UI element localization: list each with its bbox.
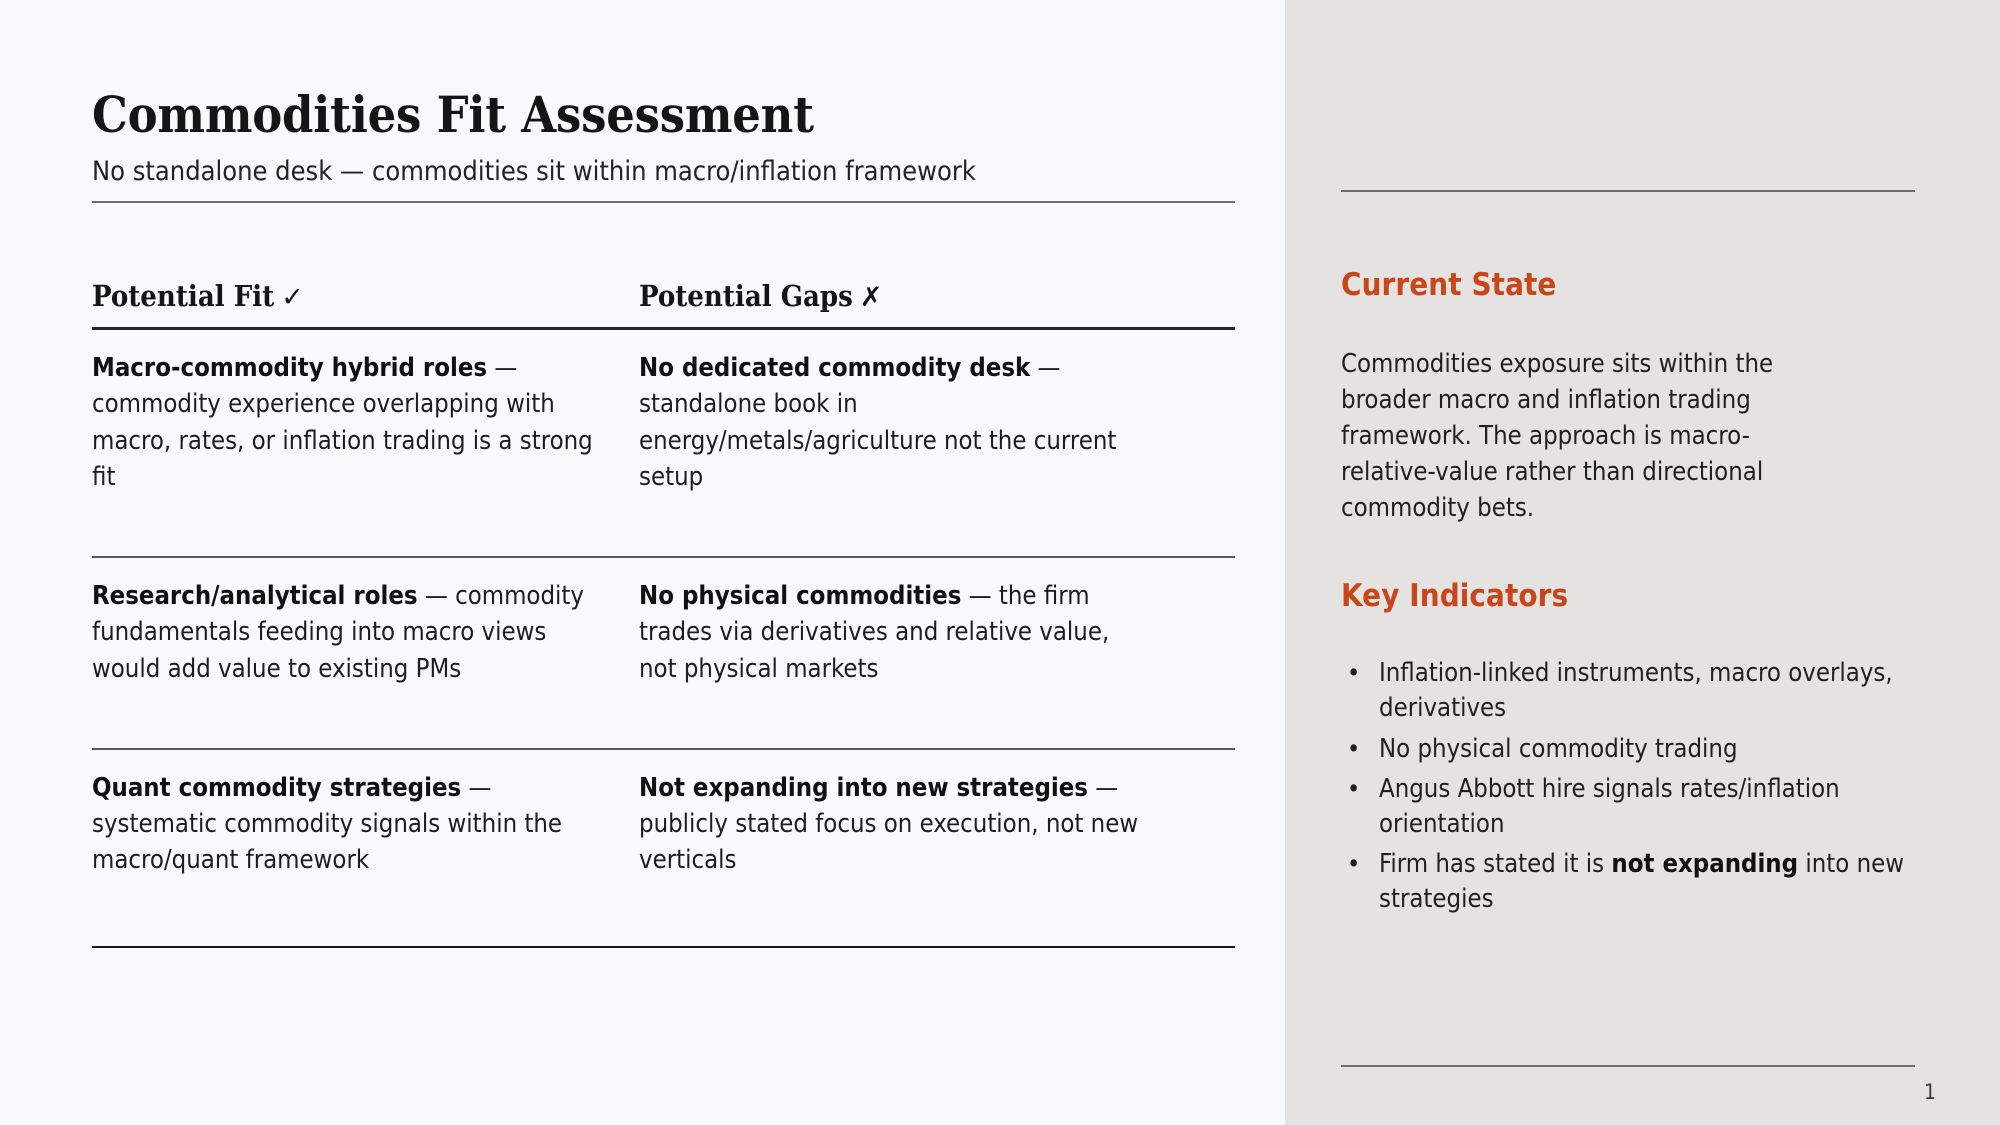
bullet-icon: • (1347, 733, 1361, 763)
list-item (1341, 772, 1911, 842)
cell-body: commodity fundamentals feeding into macro views would add value to existing PMs (92, 581, 584, 684)
page-title: Commodities Fit Assessment (92, 85, 814, 144)
list-item-text: Angus Abbott hire signals rates/inflation orientation (1379, 773, 1840, 840)
cell-potential-gap (639, 558, 1186, 687)
list-item (1341, 656, 1911, 726)
cell-lead: Not expanding into new strategies (639, 772, 1088, 803)
cell-dash: — (1087, 772, 1119, 803)
cell-lead: No dedicated commodity desk (639, 353, 1031, 384)
bullet-icon: • (1347, 658, 1361, 688)
sidebar-heading-current-state: Current State (1341, 267, 1557, 303)
sidebar-top-divider (1341, 190, 1915, 192)
column-header-label: Potential Gaps (639, 279, 853, 314)
sidebar-heading-key-indicators: Key Indicators (1341, 577, 1569, 614)
cell-body: standalone book in energy/metals/agriculture not the current setup (639, 389, 1117, 492)
cell-body: the firm trades via derivatives and relative value, not physical markets (639, 581, 1110, 684)
list-item (1341, 847, 1911, 917)
row-spacer (92, 878, 1235, 946)
list-item (1341, 732, 1911, 767)
list-item-text: No physical commodity trading (1379, 733, 1738, 764)
cell-dash: — (1030, 353, 1061, 384)
cell-potential-fit (92, 558, 639, 687)
list-item-text: Firm has stated it is (1379, 849, 1612, 880)
table-row (92, 558, 1235, 687)
cell-dash: — (417, 581, 456, 612)
cell-dash: — (487, 353, 518, 384)
fit-assessment-table (92, 281, 1235, 948)
check-icon: ✓ (281, 282, 304, 314)
bullet-icon: • (1347, 773, 1361, 803)
table-row (92, 750, 1235, 879)
sidebar-current-state-paragraph: Commodities exposure sits within the broader macro and inflation trading framework. The approach is macro-relative-value rather than directional commodity bets. (1341, 348, 1774, 524)
sidebar-bottom-divider (1341, 1065, 1915, 1067)
sidebar-content (1341, 0, 1936, 918)
row-spacer (92, 687, 1235, 748)
page-number: 1 (1923, 1079, 1936, 1104)
list-item-text: Inflation-linked instruments, macro overlays, derivatives (1379, 658, 1893, 724)
cell-body: commodity experience overlapping with macro, rates, or inflation trading is a strong fit (92, 389, 593, 492)
cell-body: publicly stated focus on execution, not new verticals (639, 808, 1139, 876)
cell-potential-fit (92, 330, 639, 495)
cell-potential-gap (639, 750, 1186, 879)
key-indicators-list (1341, 656, 1936, 917)
row-spacer (92, 495, 1235, 556)
bullet-icon: • (1347, 849, 1361, 879)
cross-icon: ✗ (859, 282, 883, 314)
title-divider (92, 201, 1235, 203)
page-subtitle: No standalone desk — commodities sit within macro/inflation framework (92, 156, 976, 187)
table-header-row (92, 281, 1235, 313)
list-item-emphasis: not expanding (1611, 849, 1799, 880)
cell-lead: Research/analytical roles (92, 581, 418, 612)
cell-lead: Macro-commodity hybrid roles (92, 353, 488, 384)
column-header-potential-fit (92, 281, 639, 313)
cell-dash: — (461, 772, 492, 803)
table-row (92, 330, 1235, 495)
sidebar (1285, 0, 2000, 1125)
table-bottom-divider (92, 946, 1235, 948)
cell-lead: Quant commodity strategies (92, 772, 462, 803)
list-item-text-tail: into new strategies (1379, 849, 1905, 915)
cell-dash: — (961, 581, 999, 612)
cell-lead: No physical commodities (639, 581, 962, 612)
cell-potential-gap (639, 330, 1186, 495)
column-header-potential-gaps (639, 281, 1186, 313)
column-header-label: Potential Fit (92, 279, 275, 314)
cell-body: systematic commodity signals within the macro/quant framework (92, 808, 563, 876)
cell-potential-fit (92, 750, 639, 879)
